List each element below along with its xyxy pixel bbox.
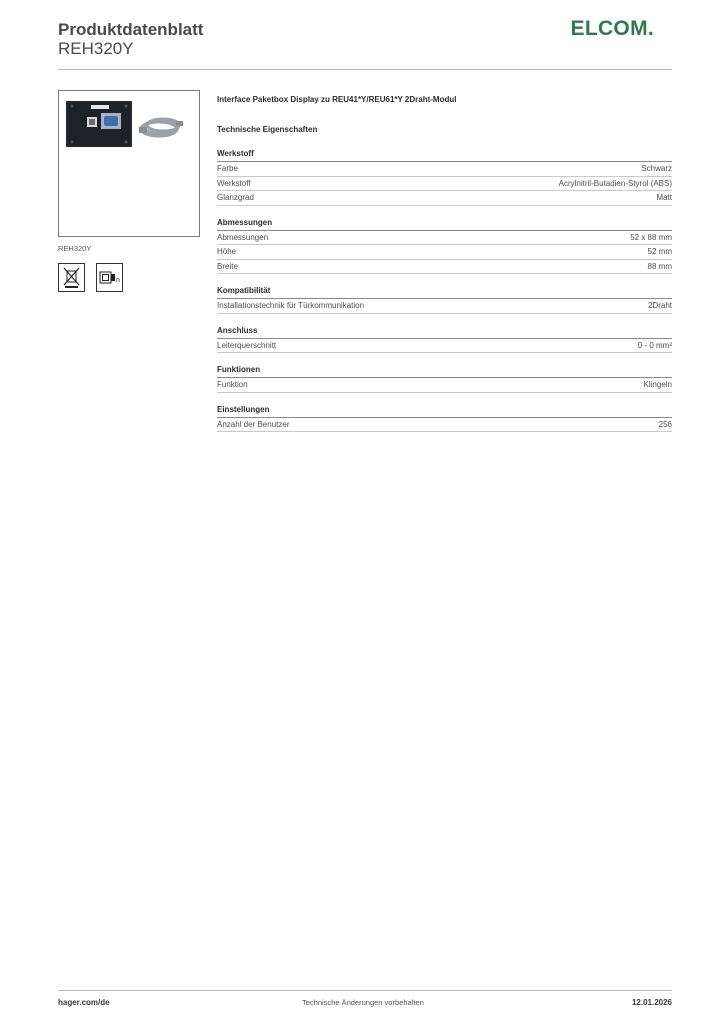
- svg-text:n: n: [116, 277, 120, 284]
- product-details: [217, 95, 672, 432]
- spec-label: Breite: [217, 261, 238, 271]
- header-divider: [58, 69, 672, 70]
- spec-row: [217, 339, 672, 354]
- section-abmessungen: [217, 218, 672, 275]
- spec-label: Installationstechnik für Türkommunikation: [217, 301, 365, 310]
- spec-value: Matt: [656, 193, 672, 202]
- protection-class-icon: [97, 264, 122, 291]
- spec-value: Klingeln: [643, 380, 672, 389]
- section-heading: Werkstoff: [217, 149, 672, 162]
- weee-icon-box: [58, 263, 85, 292]
- spec-row: [217, 299, 672, 314]
- protection-icon-box: [96, 263, 123, 292]
- spec-label: Anzahl der Benutzer: [217, 419, 290, 429]
- product-code: REH320Y: [58, 39, 134, 58]
- image-caption: REH320Y: [58, 244, 92, 253]
- section-einstellungen: [217, 405, 672, 433]
- weee-crossed-bin-icon: [59, 264, 84, 291]
- footer-website-link[interactable]: hager.com/de: [58, 998, 110, 1007]
- spec-label: Abmessungen: [217, 232, 269, 242]
- section-heading: Funktionen: [217, 365, 672, 378]
- spec-value: 52 mm: [647, 247, 672, 256]
- product-image: [58, 90, 200, 237]
- spec-row: [217, 162, 672, 177]
- spec-row: [217, 191, 672, 206]
- spec-row: [217, 378, 672, 393]
- section-funktionen: [217, 365, 672, 393]
- section-heading: Anschluss: [217, 326, 672, 339]
- spec-value: 52 x 88 mm: [630, 232, 672, 242]
- spec-label: Funktion: [217, 380, 248, 389]
- spec-label: Werkstoff: [217, 178, 251, 188]
- product-illustration: [59, 91, 199, 236]
- section-kompatibilitaet: [217, 286, 672, 314]
- spec-row: [217, 418, 672, 433]
- page-header: [58, 17, 672, 70]
- spec-label: Höhe: [217, 247, 237, 256]
- spec-value: Schwarz: [641, 164, 672, 173]
- spec-row: [217, 177, 672, 192]
- spec-value: 88 mm: [647, 261, 672, 271]
- spec-value: Acrylnitril-Butadien-Styrol (ABS): [558, 178, 672, 188]
- product-title: Interface Paketbox Display zu REU41*Y/REU61*Y 2Draht-Modul: [217, 95, 457, 104]
- spec-value: 2Draht: [647, 301, 672, 310]
- section-heading: Kompatibilität: [217, 286, 672, 299]
- spec-label: Farbe: [217, 164, 238, 173]
- spec-value: 0 - 0 mm²: [637, 340, 672, 350]
- section-anschluss: [217, 326, 672, 354]
- footer-divider: [58, 990, 672, 991]
- spec-row: [217, 231, 672, 246]
- elcom-logo: ELCOM.: [570, 17, 654, 40]
- footer-disclaimer: Technische Änderungen vorbehalten: [302, 998, 424, 1007]
- spec-value: 256: [658, 419, 672, 429]
- spec-label: Leiterquerschnitt: [217, 340, 277, 350]
- section-heading: Abmessungen: [217, 218, 672, 231]
- spec-label: Glanzgrad: [217, 193, 254, 202]
- spec-row: [217, 260, 672, 275]
- footer-date: 12.01.2026: [631, 998, 672, 1007]
- section-werkstoff: [217, 149, 672, 206]
- technical-properties-heading: Technische Eigenschaften: [217, 125, 318, 134]
- spec-row: [217, 245, 672, 260]
- document-title: Produktdatenblatt: [58, 20, 204, 39]
- section-heading: Einstellungen: [217, 405, 672, 418]
